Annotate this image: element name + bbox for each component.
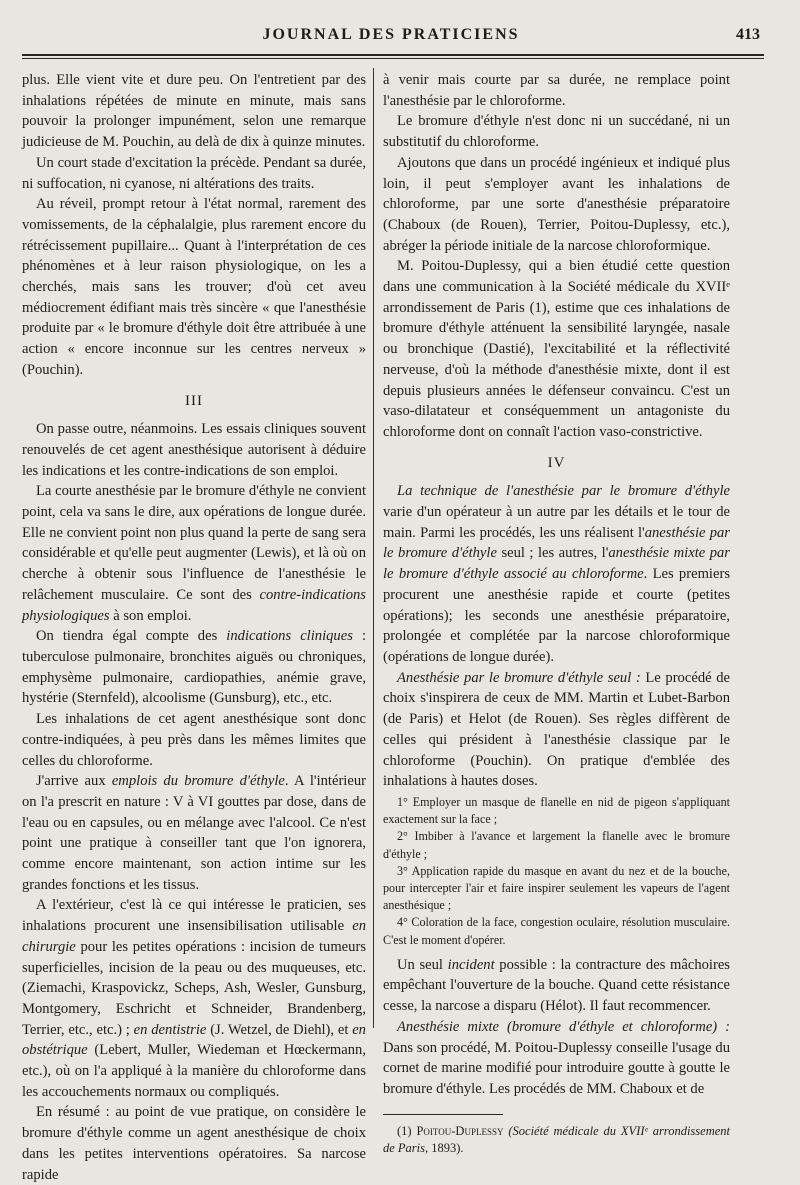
left-column	[22, 70, 366, 1185]
list-item: 1° Employer un masque de flanelle en nid de pigeon s'appliquant exactement sur la face ;	[383, 794, 730, 827]
italic-text: en dentistrie	[133, 1021, 207, 1038]
italic-text: incident	[447, 956, 495, 973]
journal-title: JOURNAL DES PRATICIENS	[262, 26, 520, 43]
text: J'arrive aux	[36, 773, 112, 790]
text: (Lebert, Muller, Wiedeman et Hœckermann, etc.), où on l'a appliqué à la manière du chloroforme dans les accouchements normaux ou compliqués.	[22, 1042, 366, 1100]
header-rule-thin	[22, 58, 764, 59]
paragraph: Les inhalations de cet agent anesthésique sont donc contre-indiquées, à peu près dans les mêmes limites que celles du chloroforme.	[22, 711, 366, 769]
italic-text: (Société médicale du XVIIᵉ arrondissement de Paris,	[383, 1123, 731, 1155]
paragraph	[383, 481, 730, 667]
paragraph	[383, 668, 730, 792]
text: Un seul	[397, 956, 448, 973]
paragraph	[22, 771, 366, 895]
text: seul ; les autres, l'	[496, 545, 609, 562]
list-item: 2° Imbiber à l'avance et largement la flanelle avec le bromure d'éthyle ;	[383, 829, 730, 861]
italic-text: indications cliniques	[226, 628, 353, 645]
text: . Les premiers procurent une anesthésie rapide et courte (petites opérations); les seconds une anesthésie préparatoire, prolongée et complétée par la narcose chloroformique (opérations de longue durée).	[383, 566, 730, 665]
text: (1)	[397, 1123, 417, 1138]
italic-text: anesthésie par le bromure d'éthyle	[383, 524, 730, 562]
text: à son emploi.	[109, 607, 192, 624]
paragraph: à venir mais courte par sa durée, ne remplace point l'anesthésie par le chloroforme.	[383, 72, 730, 109]
list-item: 3° Application rapide du masque en avant du nez et de la bouche, pour intercepter l'air et faire inspirer seulement les vapeurs de l'agent anesthésique ;	[383, 863, 730, 913]
paragraph: Un court stade d'excitation la précède. Pendant sa durée, ni suffocation, ni cyanose, ni altérations des traits.	[22, 154, 366, 192]
paragraph	[383, 955, 730, 1017]
text: varie d'un opérateur à un autre par les détails et le tour de main. Parmi les procédés, les uns réalisent l'	[383, 504, 730, 541]
footnote-rule	[383, 1114, 503, 1115]
text: Le procédé de choix s'inspirera de ceux de MM. Martin et Lubet-Barbon (de Paris) et Helot (de Rouen). Ses règles diffèrent de celles qui président à l'anesthésie classique par le chloroforme (Pouchin). On pratique d'emblée des inhalations à hautes doses.	[383, 669, 730, 790]
paragraph	[22, 626, 366, 709]
italic-text: Anesthésie mixte (bromure d'éthyle et chloroforme) :	[397, 1018, 730, 1035]
paragraph: Ajoutons que dans un procédé ingénieux et indiqué plus loin, il peut s'employer avant les inhalations de chloroforme, par une sorte d'anesthésie préparatoire (Chaboux (de Rouen), Terrier, Poitou-Duplessy, etc.), abréger la période initiale de la narcose chloroformique.	[383, 154, 730, 254]
paragraph	[383, 1017, 730, 1100]
italic-text: anesthésie mixte par le bromure d'éthyle associé au chloroforme	[383, 545, 730, 583]
paragraph: plus. Elle vient vite et dure peu. On l'entretient par des inhalations répétées de minute en minute, mais sans pouvoir la prolonger impunément, selon une remarque judicieuse de M. Pouchin, au delà de dix à quinze minutes.	[22, 72, 366, 151]
text: : tuberculose pulmonaire, bronchites aiguës ou chroniques, emphysème pulmonaire, cardiopathies, anémie grave, hystérie (Sternfeld), alcoolisme (Gunsburg), etc., etc.	[22, 628, 367, 707]
paragraph: Le bromure d'éthyle n'est donc ni un succédané, ni un substitutif du chloroforme.	[383, 113, 730, 151]
italic-text: contre-indications physiologiques	[22, 586, 366, 624]
right-column	[383, 70, 730, 1157]
text: La courte anesthésie par le bromure d'éthyle ne convient point, cela va sans le dire, aux opérations de longue durée. Elle ne convient point non plus quand la perte de sang sera considérable et qu'elle peut augmenter (Lewis), et là où on cherche à obtenir sous l'influence de l'anesthésie le relâchement musculaire. Ce sont des	[22, 483, 366, 603]
section-heading-iii: III	[185, 392, 203, 409]
author-name: Poitou-Duplessy	[416, 1123, 504, 1138]
italic-text: emplois du bromure d'éthyle	[111, 773, 285, 790]
text: pour les petites opérations : incision de tumeurs superficielles, incision de la peau ou des muqueuses, etc. (Ziemachi, Kraspovickz, Scheps, Ash, Wesler, Gunsburg, Montgomery, Eschricht et Schneider, Brandenberg, Terrier, etc., etc.) ;	[22, 938, 366, 1038]
text: possible : la contracture des mâchoires empêchant l'ouverture de la bouche. Quand cette résistance cesse, la narcose a disparu (Hélot). Il faut recommencer.	[383, 956, 730, 1015]
text: Dans son procédé, M. Poitou-Duplessy conseille l'usage du cornet de marine modifié pour introduire goutte à goutte le bromure d'éthyle. Les procédés de MM. Chaboux et de	[383, 1039, 730, 1097]
text: A l'extérieur, c'est là ce qui intéresse le praticien, ses inhalations procurent une insensibilisation utilisable	[22, 897, 366, 935]
paragraph	[22, 895, 366, 1102]
paragraph	[22, 481, 366, 626]
paragraph: On passe outre, néanmoins. Les essais cliniques souvent renouvelés de cet agent anesthésique autorisent à déduire les indications et les contre-indications de son emploi.	[22, 421, 366, 479]
column-divider	[373, 68, 374, 1028]
header-rule	[22, 54, 764, 56]
text: (J. Wetzel, de Diehl), et	[206, 1021, 353, 1038]
italic-text: en chirurgie	[22, 918, 366, 955]
text: . A l'intérieur on l'a prescrit en nature : V à VI gouttes par dose, dans de l'eau ou en capsules, ou en mélange avec l'alcool. Ce n'est point une pratique à conseiller tant que l'on ignorera, comme encore maintenant, son action intime sur les grandes fonctions et les tissus.	[22, 773, 366, 893]
list-item: 4° Coloration de la face, congestion oculaire, résolution musculaire. C'est le moment d'opérer.	[383, 915, 730, 947]
italic-text: en obstétrique	[22, 1021, 366, 1059]
running-header	[22, 26, 760, 50]
paragraph: En résumé : au point de vue pratique, on considère le bromure d'éthyle comme un agent anesthésique de choix dans les petites interventions opératoires. Sa narcose rapide	[22, 1104, 366, 1183]
paragraph: M. Poitou-Duplessy, qui a bien étudié cette question dans une communication à la Société médicale du XVIIᵉ arrondissement de Paris (1), estime que ces inhalations de bromure d'éthyle atténuent la sensibilité laryngée, nasale ou bronchique (Dastié), l'excitabilité et la réflectivité nerveuse, d'où la méthode d'anesthésie mixte, dont il est depuis plusieurs années le défenseur convaincu. C'est un vaso-dilatateur et conséquemment un antagoniste du chloroforme dont on connaît l'action vaso-constrictive.	[383, 258, 730, 440]
paragraph: Au réveil, prompt retour à l'état normal, rarement des vomissements, de la céphalalgie, plus rarement encore du rétrécissement pupillaire... Quant à l'interprétation de ces phénomènes et à leur raison physiologique, on les a cherchés, mais sans les trouver; d'où cet aveu médiocrement édifiant mais très sincère « que l'anesthésie produite par « le bromure d'éthyle doit être attribuée à une action « encore inconnue sur les centres nerveux » (Pouchin).	[22, 196, 366, 378]
text: 1893).	[428, 1140, 464, 1155]
procedure-list	[383, 794, 730, 949]
italic-text: La technique de l'anesthésie par le bromure d'éthyle	[397, 483, 730, 500]
italic-text: Anesthésie par le bromure d'éthyle seul :	[397, 669, 641, 686]
section-heading-iv: IV	[547, 454, 566, 471]
footnote	[383, 1123, 730, 1157]
page-number: 413	[736, 26, 760, 43]
text: On tiendra égal compte des	[36, 628, 227, 645]
